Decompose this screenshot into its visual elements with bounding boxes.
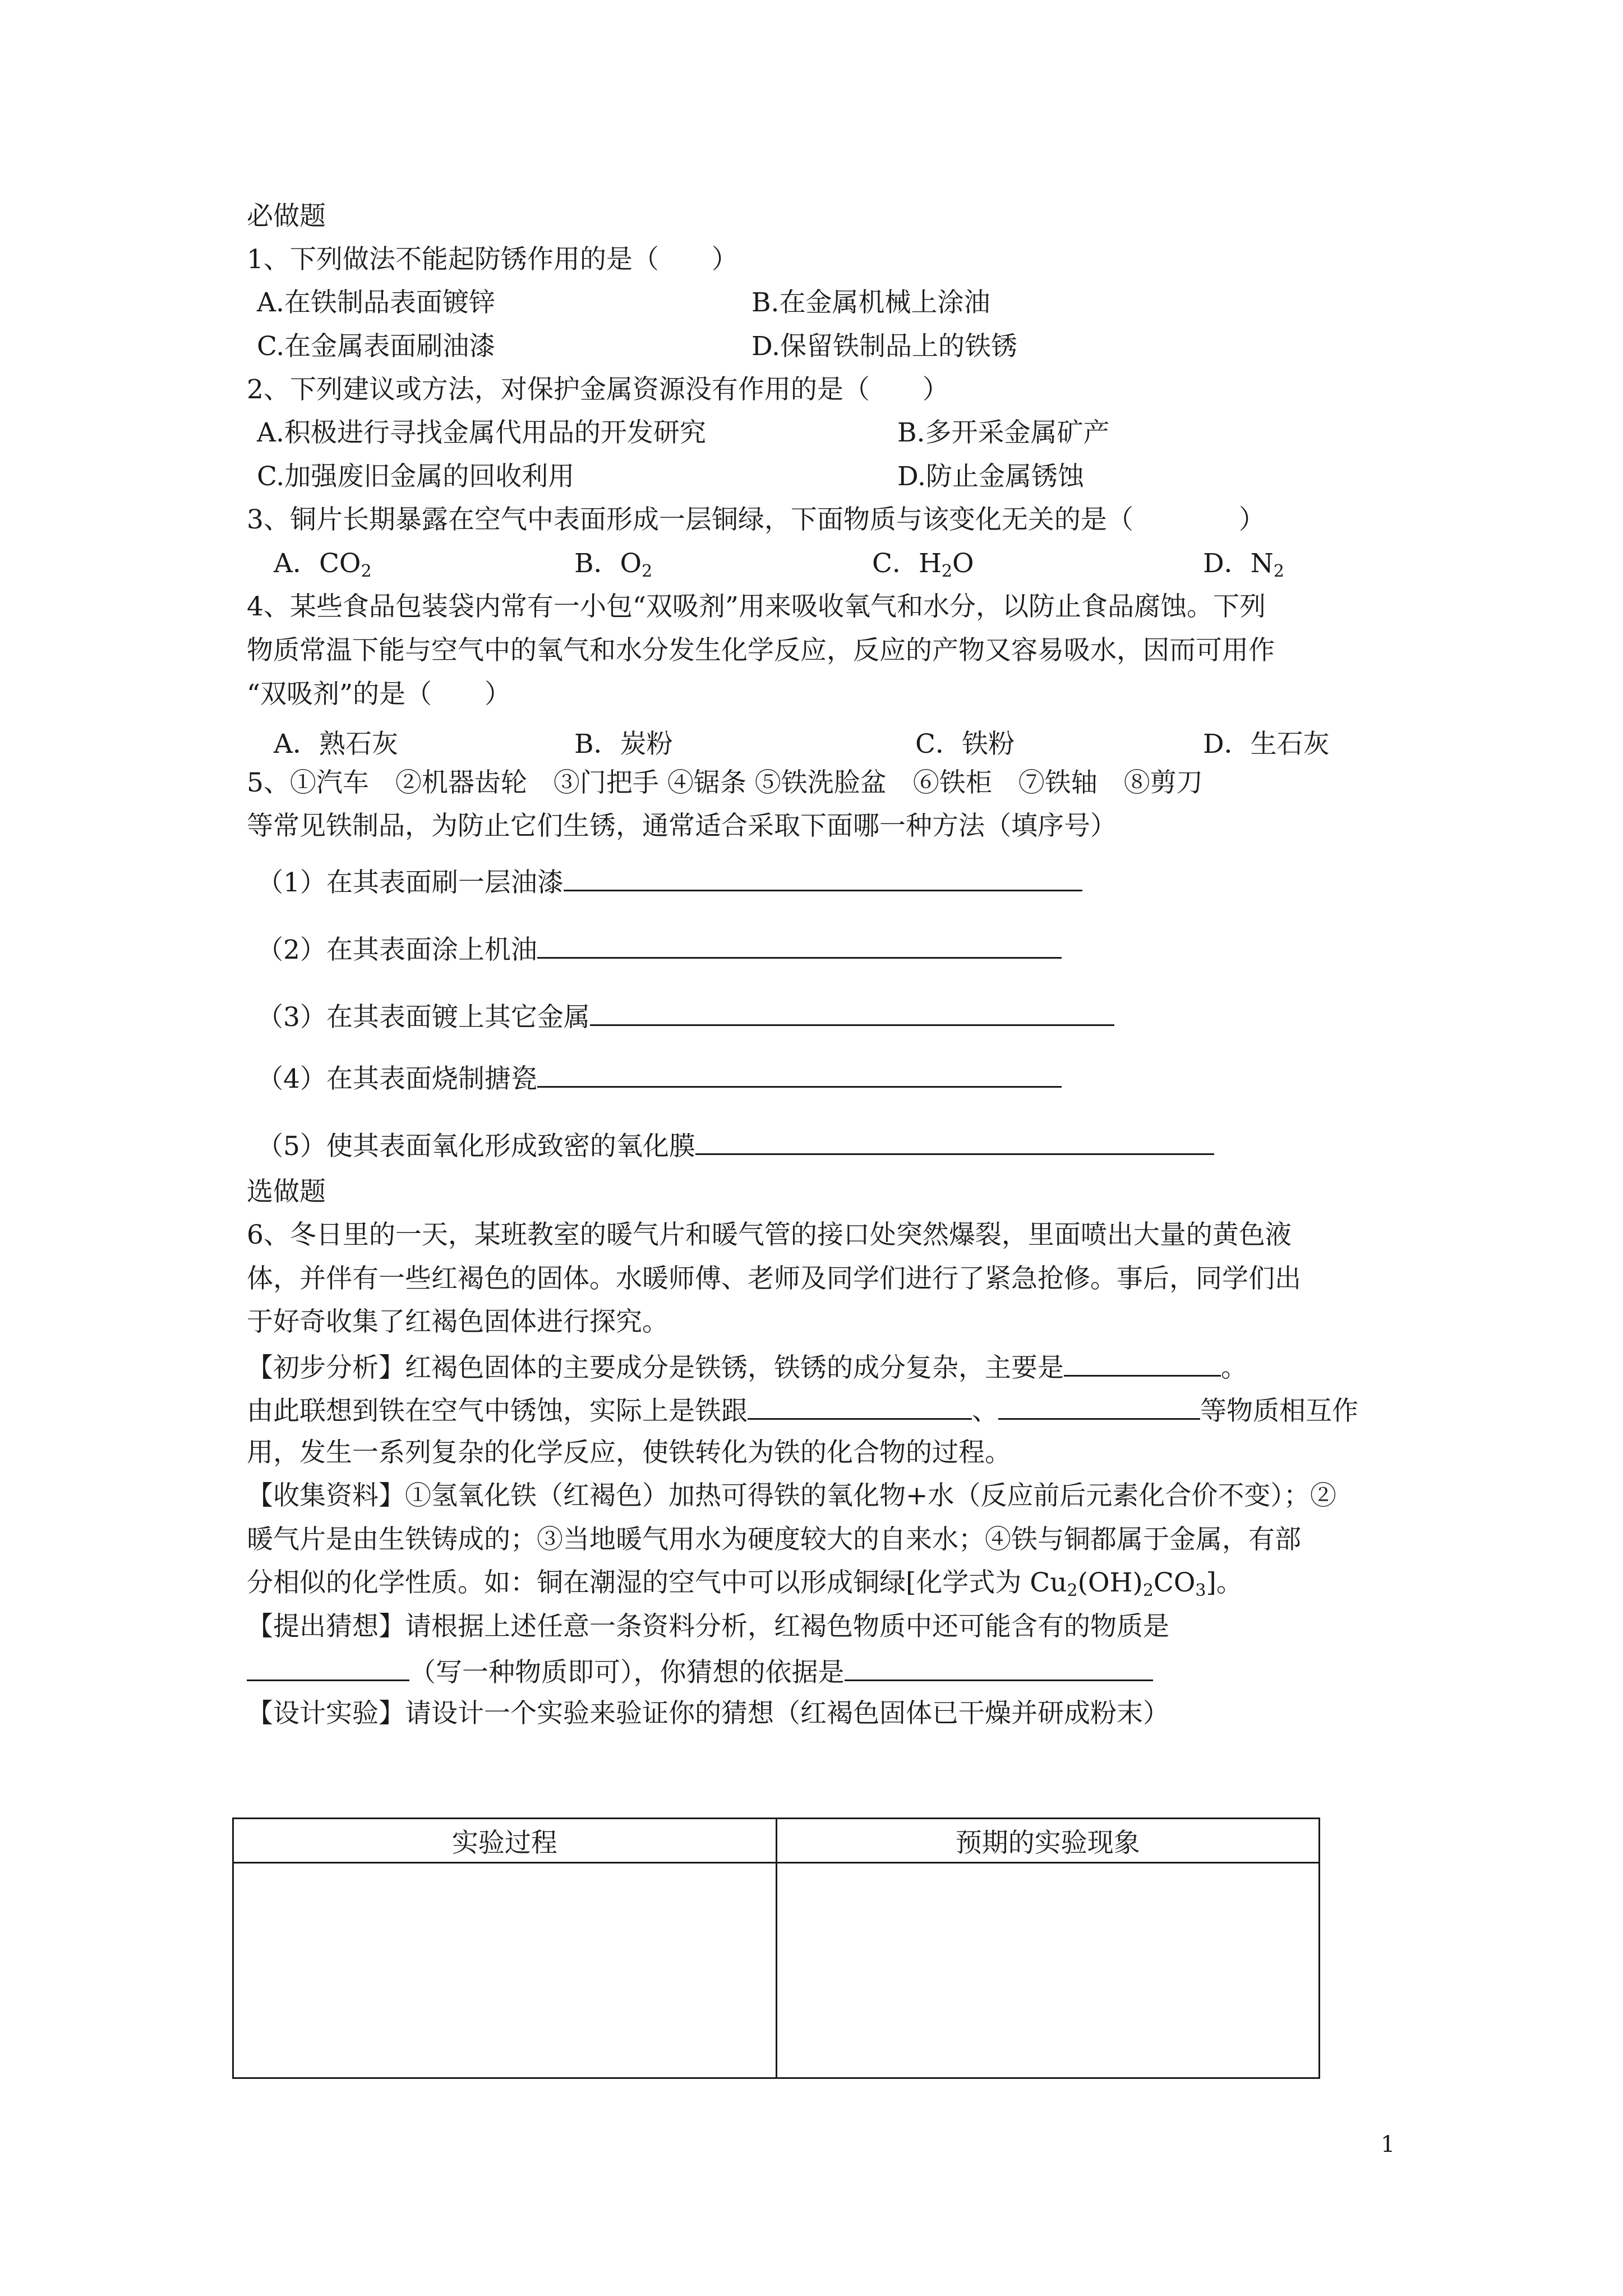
q5-stem-line2: 等常见铁制品，为防止它们生锈，通常适合采取下面哪一种方法（填序号） (247, 811, 1117, 841)
q6-guess-line2: （写一种物质即可），你猜想的依据是 (247, 1654, 1153, 1690)
expected-phenomenon-cell[interactable] (776, 1863, 1320, 2078)
q6-analysis-line1: 【初步分析】红褐色固体的主要成分是铁锈，铁锈的成分复杂，主要是 。 (247, 1349, 1247, 1385)
q4-option-c: C．铁粉 (915, 729, 1015, 760)
optional-section-title: 选做题 (247, 1176, 326, 1207)
q2-option-c: C.加强废旧金属的回收利用 (257, 461, 575, 492)
q5-item-2: （2）在其表面涂上机油 (257, 931, 1062, 967)
q3-stem: 3、铜片长期暴露在空气中表面形成一层铜绿，下面物质与该变化无关的是（ ） (247, 504, 1265, 535)
q6-design-line: 【设计实验】请设计一个实验来验证你的猜想（红褐色固体已干燥并研成粉末） (247, 1698, 1169, 1729)
q5-item-3: （3）在其表面镀上其它金属 (257, 999, 1114, 1034)
q1-option-c: C.在金属表面刷油漆 (257, 331, 496, 362)
q5-item-1-answer-blank[interactable] (564, 864, 1082, 891)
q6-data-line2: 暖气片是由生铁铸成的；③当地暖气用水为硬度较大的自来水；④铁与铜都属于金属，有部 (247, 1524, 1301, 1555)
page-number: 1 (1381, 2132, 1395, 2157)
q4-option-a: A．熟石灰 (274, 729, 398, 760)
q4-stem-line2: 物质常温下能与空气中的氧气和水分发生化学反应，反应的产物又容易吸水，因而可用作 (247, 635, 1275, 666)
q4-stem-line3: “双吸剂”的是（ ） (247, 679, 511, 710)
q5-item-3-answer-blank[interactable] (590, 999, 1114, 1026)
q6-reactant-blank-1[interactable] (748, 1392, 972, 1420)
q6-data-line1: 【收集资料】①氢氧化铁（红褐色）加热可得铁的氧化物+水（反应前后元素化合价不变）；② (247, 1480, 1336, 1511)
q5-item-4: （4）在其表面烧制搪瓷 (257, 1060, 1062, 1096)
q3-option-d: D．$N_2$ (1203, 548, 1284, 581)
q5-item-4-answer-blank[interactable] (537, 1060, 1062, 1088)
q2-option-d: D.防止金属锈蚀 (897, 461, 1084, 492)
q4-stem-line1: 4、某些食品包装袋内常有一小包“双吸剂”用来吸收氧气和水分，以防止食品腐蚀。下列 (247, 591, 1266, 622)
q6-guess-substance-blank[interactable] (247, 1654, 409, 1681)
experiment-process-cell[interactable] (233, 1863, 777, 2078)
q6-analysis-line2: 由此联想到铁在空气中锈蚀，实际上是铁跟 、 等物质相互作 (247, 1392, 1358, 1428)
q6-stem-line1: 6、冬日里的一天，某班教室的暖气片和暖气管的接口处突然爆裂，里面喷出大量的黄色液 (247, 1220, 1292, 1250)
q6-reactant-blank-2[interactable] (998, 1392, 1200, 1420)
experiment-table (232, 1818, 1320, 2079)
q5-stem-line1: 5、①汽车 ②机器齿轮 ③门把手 ④锯条 ⑤铁洗脸盆 ⑥铁柜 ⑦铁轴 ⑧剪刀 (247, 767, 1203, 798)
q6-analysis-line3: 用，发生一系列复杂的化学反应，使铁转化为铁的化合物的过程。 (247, 1437, 1011, 1468)
q1-option-d: D.保留铁制品上的铁锈 (751, 331, 1017, 362)
q2-option-b: B.多开采金属矿产 (897, 417, 1110, 448)
q5-item-5: （5）使其表面氧化形成致密的氧化膜 (257, 1128, 1214, 1163)
q2-option-a: A.积极进行寻找金属代用品的开发研究 (257, 417, 706, 448)
q5-item-2-answer-blank[interactable] (537, 931, 1062, 959)
q6-rust-main-component-blank[interactable] (1064, 1349, 1221, 1377)
q6-data-line3: 分相似的化学性质。如：铜在潮湿的空气中可以形成铜绿[化学式为 $Cu_2(OH)_2CO_3$]。 (247, 1567, 1243, 1600)
q1-stem: 1、下列做法不能起防锈作用的是（ ） (247, 244, 738, 275)
q4-option-b: B．炭粉 (574, 729, 673, 760)
q6-guess-basis-blank[interactable] (845, 1654, 1153, 1681)
expected-phenomenon-header: 预期的实验现象 (776, 1819, 1320, 1863)
q1-option-a: A.在铁制品表面镀锌 (257, 287, 495, 318)
required-section-title: 必做题 (247, 201, 326, 232)
q6-guess-line1: 【提出猜想】请根据上述任意一条资料分析，红褐色物质中还可能含有的物质是 (247, 1611, 1169, 1642)
q3-option-a: A．$CO_2$ (274, 548, 372, 581)
experiment-process-header: 实验过程 (233, 1819, 777, 1863)
q5-item-5-answer-blank[interactable] (695, 1128, 1214, 1155)
q1-option-b: B.在金属机械上涂油 (751, 287, 990, 318)
q4-option-d: D．生石灰 (1203, 729, 1330, 760)
q5-item-1: （1）在其表面刷一层油漆 (257, 864, 1082, 900)
q6-stem-line3: 于好奇收集了红褐色固体进行探究。 (247, 1306, 668, 1337)
q6-stem-line2: 体，并伴有一些红褐色的固体。水暖师傅、老师及同学们进行了紧急抢修。事后，同学们出 (247, 1263, 1301, 1294)
q3-option-b: B．$O_2$ (574, 548, 653, 581)
q2-stem: 2、下列建议或方法，对保护金属资源没有作用的是（ ） (247, 374, 949, 405)
q3-option-c: C．$H_2O$ (872, 548, 974, 581)
